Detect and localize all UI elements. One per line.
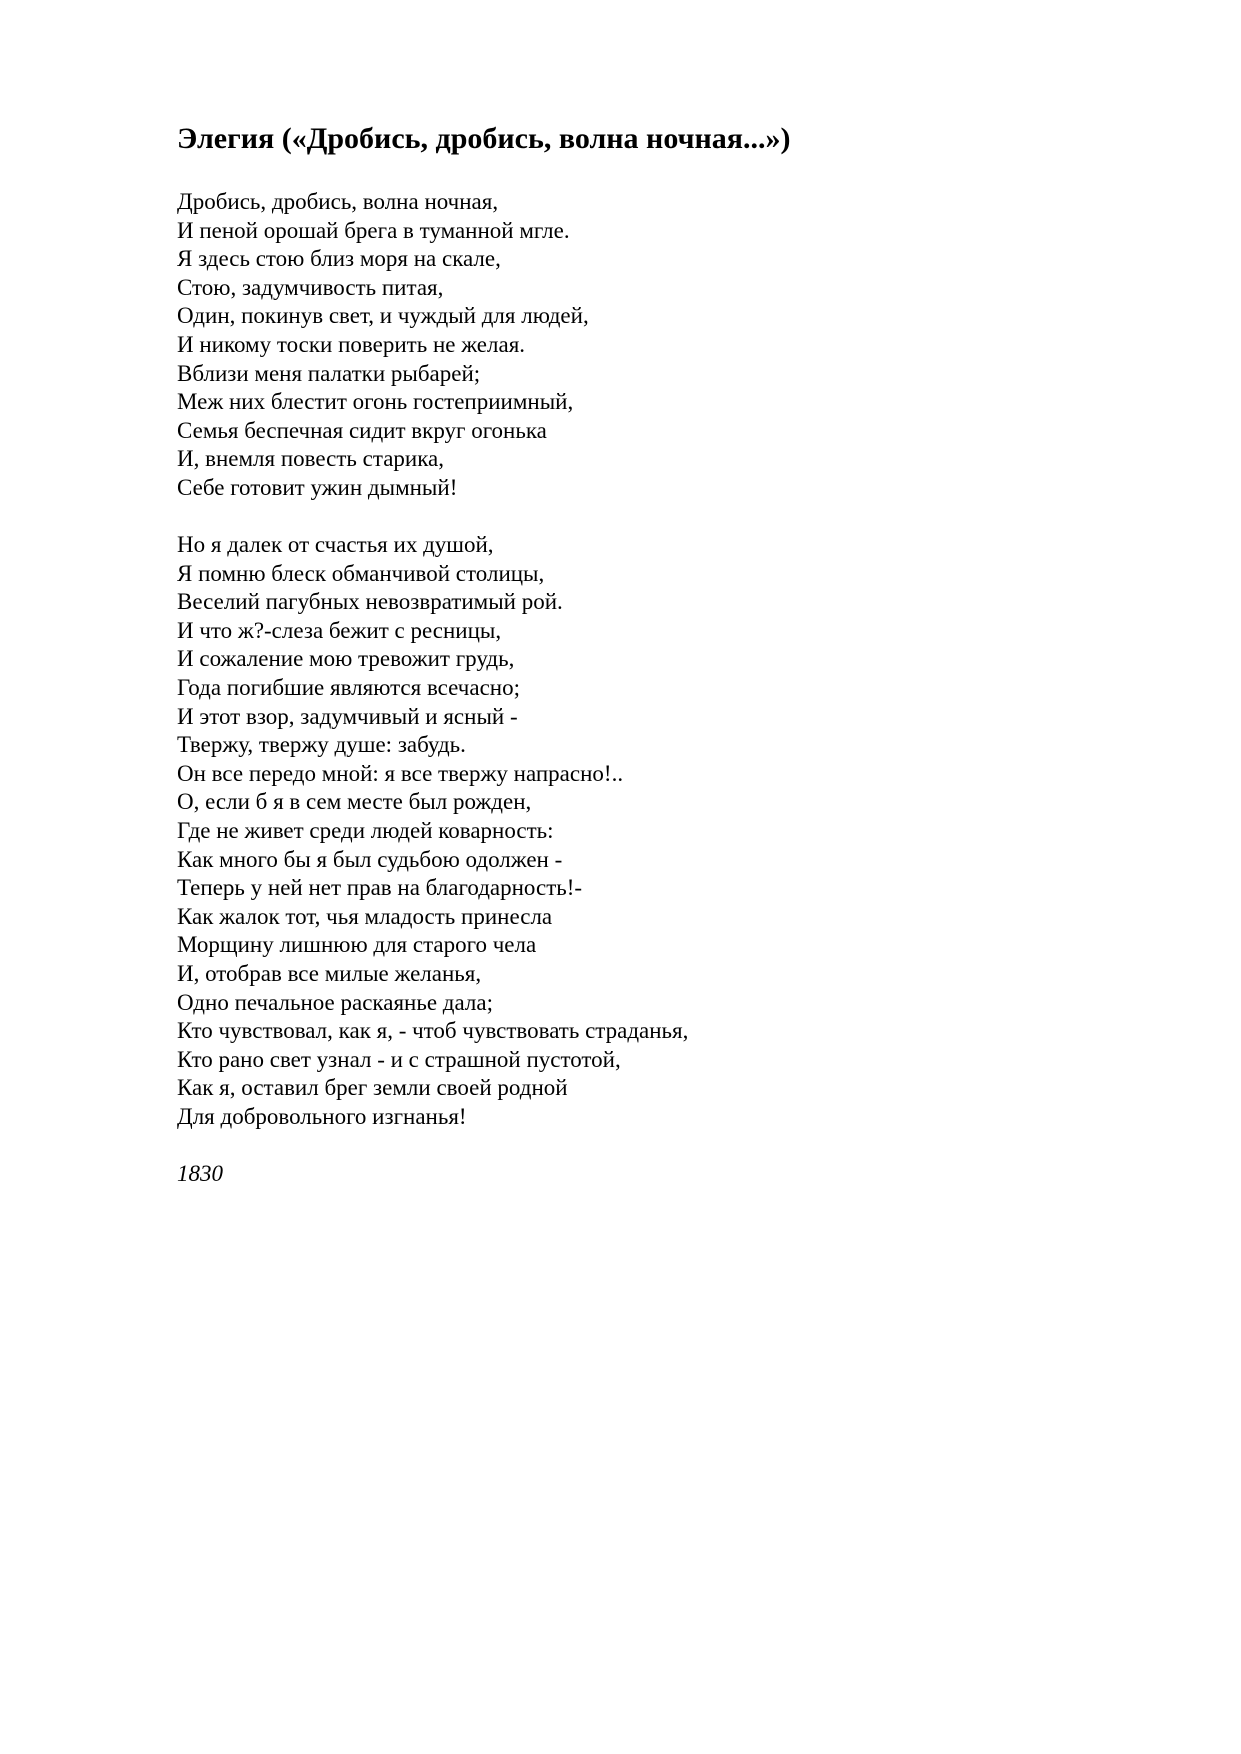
poem-line: Один, покинув свет, и чуждый для людей, — [177, 303, 589, 329]
poem-line: Кто рано свет узнал - и с страшной пустотой, — [177, 1046, 621, 1072]
poem-line: И этот взор, задумчивый и ясный - — [177, 703, 518, 729]
poem-line: Года погибшие являются всечасно; — [177, 674, 520, 700]
poem-line: И сожаление мою тревожит грудь, — [177, 646, 515, 672]
poem-line: Себе готовит ужин дымный! — [177, 474, 458, 500]
stanza-2 — [177, 531, 688, 1131]
poem-line: Стою, задумчивость питая, — [177, 274, 444, 300]
poem-line: Дробись, дробись, волна ночная, — [177, 189, 499, 214]
poem-line: Теперь у ней нет прав на благодарность!- — [177, 875, 583, 901]
poem-line: Морщину лишнюю для старого чела — [177, 932, 537, 958]
poem-date: 1830 — [177, 1161, 223, 1186]
poem-line: И пеной орошай брега в туманной мгле. — [177, 217, 570, 243]
poem-line: Одно печальное раскаянье дала; — [177, 989, 493, 1015]
poem-line: Семья беспечная сидит вкруг огонька — [177, 417, 547, 443]
poem-line: И что ж?-слеза бежит с ресницы, — [177, 617, 502, 643]
poem-line: Веселий пагубных невозвратимый рой. — [177, 589, 563, 615]
poem-line: И, внемля повесть старика, — [177, 446, 445, 472]
poem-line: Меж них блестит огонь гостеприимный, — [177, 389, 574, 415]
poem-line: И, отобрав все милые желанья, — [177, 960, 482, 986]
poem-line: Для добровольного изгнанья! — [177, 1103, 467, 1129]
poem-line: Как я, оставил брег земли своей родной — [177, 1075, 568, 1101]
poem-line: Я помню блеск обманчивой столицы, — [177, 560, 545, 586]
poem-title: Элегия («Дробись, дробись, волна ночная...») — [177, 122, 791, 155]
poem-line: Как много бы я был судьбою одолжен - — [177, 846, 563, 872]
poem-line: Он все передо мной: я все твержу напрасно!.. — [177, 760, 624, 786]
poem-line: Я здесь стою близ моря на скале, — [177, 246, 501, 272]
poem-line: И никому тоски поверить не желая. — [177, 331, 526, 357]
poem-line: Но я далек от счастья их душой, — [177, 532, 494, 557]
stanza-1 — [177, 188, 589, 503]
poem-line: Вблизи меня палатки рыбарей; — [177, 360, 481, 386]
poem-line: Как жалок тот, чья младость принесла — [177, 903, 553, 929]
poem-line: Кто чувствовал, как я, - чтоб чувствовать страданья, — [177, 1018, 689, 1044]
poem-line: О, если б я в сем месте был рожден, — [177, 789, 532, 815]
poem-line: Где не живет среди людей коварность: — [177, 817, 554, 843]
poem-line: Твержу, твержу душе: забудь. — [177, 732, 466, 758]
